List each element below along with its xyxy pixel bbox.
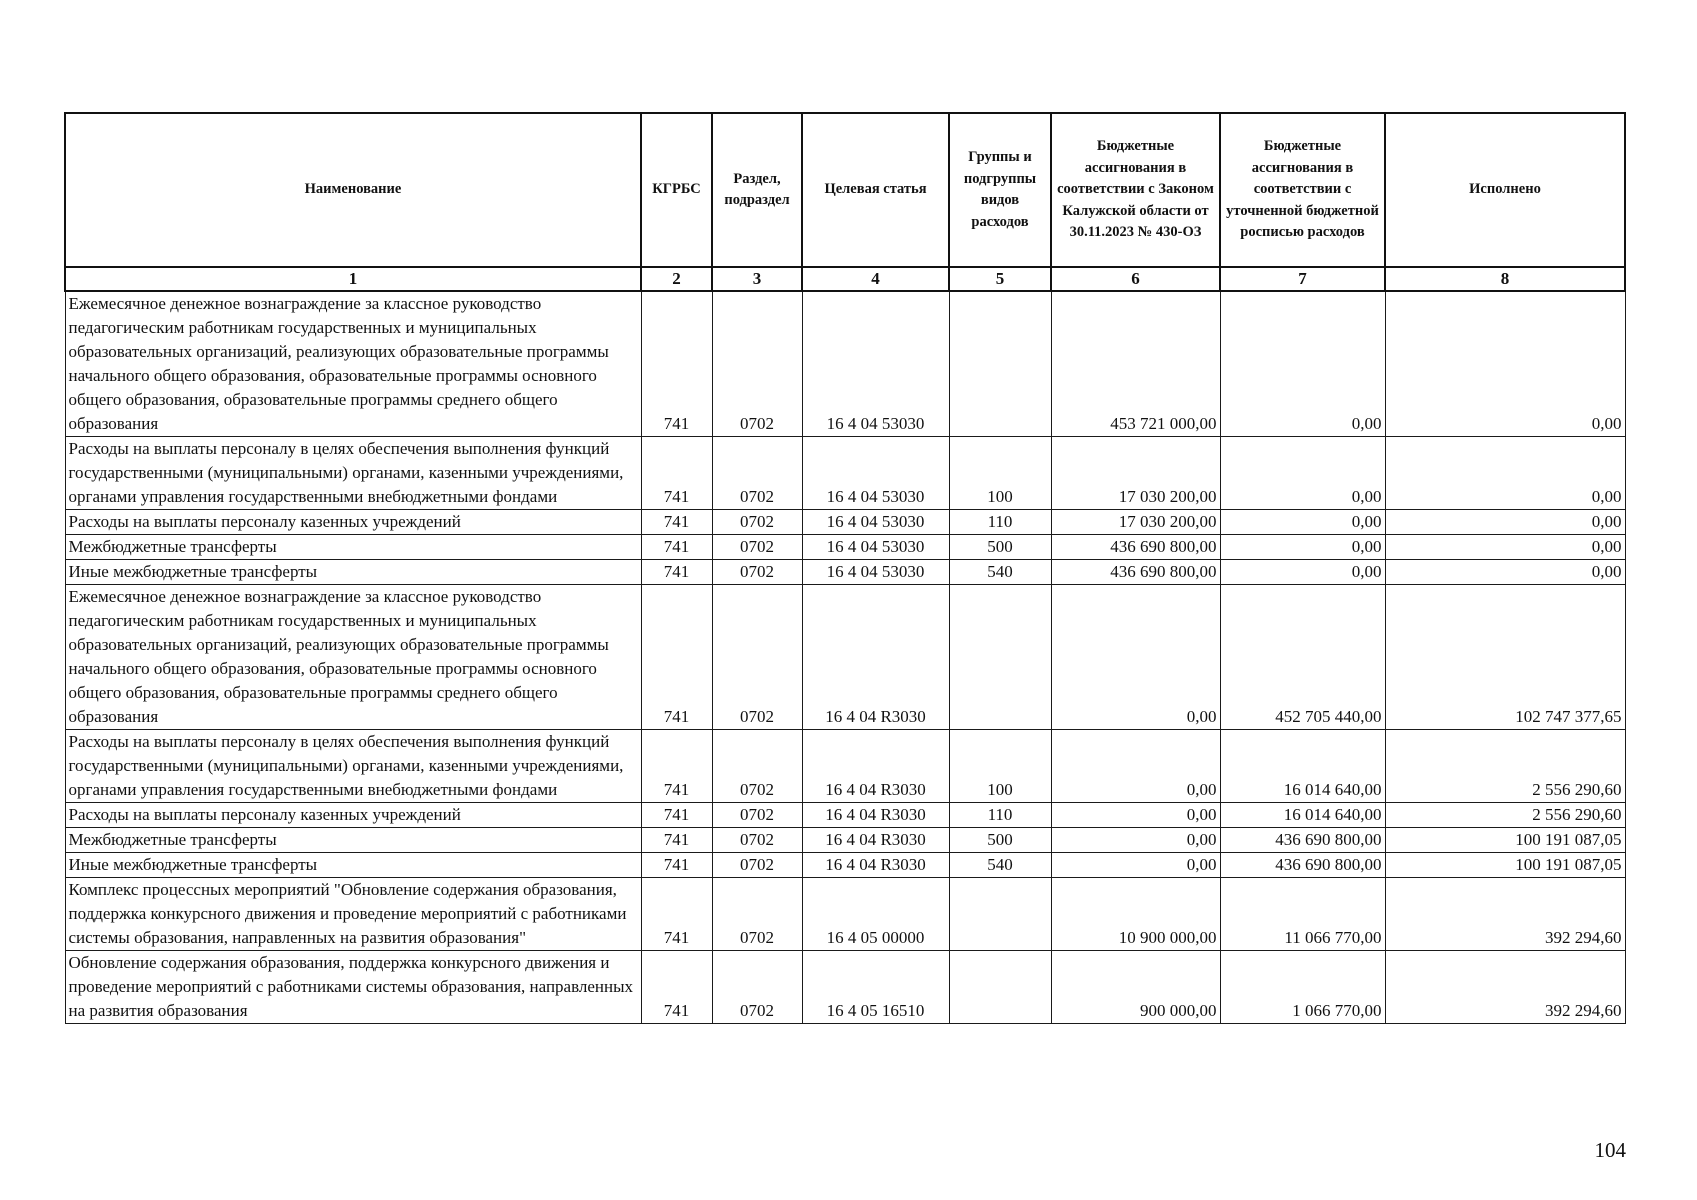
- row-target-article: 16 4 04 53030: [802, 510, 949, 535]
- table-row: [65, 560, 1625, 585]
- table-row: [65, 291, 1625, 437]
- row-law-amount: 900 000,00: [1051, 951, 1220, 1024]
- table-body: [65, 291, 1625, 1024]
- row-expense-group: [949, 585, 1051, 730]
- row-target-article: 16 4 04 R3030: [802, 828, 949, 853]
- row-section: 0702: [712, 803, 802, 828]
- row-expense-group: [949, 951, 1051, 1024]
- page-number: 104: [1594, 1138, 1626, 1162]
- row-refined-amount: 0,00: [1220, 535, 1385, 560]
- row-expense-group: 540: [949, 853, 1051, 878]
- row-kgrbs: 741: [641, 535, 712, 560]
- row-expense-group: 500: [949, 828, 1051, 853]
- table-row: [65, 730, 1625, 803]
- row-section: 0702: [712, 437, 802, 510]
- row-law-amount: 436 690 800,00: [1051, 535, 1220, 560]
- row-target-article: 16 4 04 53030: [802, 560, 949, 585]
- row-target-article: 16 4 04 53030: [802, 535, 949, 560]
- row-refined-amount: 16 014 640,00: [1220, 803, 1385, 828]
- column-number-row: [65, 267, 1625, 291]
- row-kgrbs: 741: [641, 803, 712, 828]
- row-refined-amount: 11 066 770,00: [1220, 878, 1385, 951]
- row-name: Иные межбюджетные трансферты: [65, 560, 641, 585]
- row-refined-amount: 1 066 770,00: [1220, 951, 1385, 1024]
- row-target-article: 16 4 04 R3030: [802, 853, 949, 878]
- row-executed-amount: 0,00: [1385, 535, 1625, 560]
- row-expense-group: 540: [949, 560, 1051, 585]
- row-kgrbs: 741: [641, 951, 712, 1024]
- row-section: 0702: [712, 560, 802, 585]
- row-expense-group: 100: [949, 437, 1051, 510]
- row-refined-amount: 436 690 800,00: [1220, 853, 1385, 878]
- row-law-amount: 17 030 200,00: [1051, 510, 1220, 535]
- row-law-amount: 0,00: [1051, 585, 1220, 730]
- row-name: Межбюджетные трансферты: [65, 828, 641, 853]
- row-executed-amount: 0,00: [1385, 437, 1625, 510]
- row-section: 0702: [712, 730, 802, 803]
- header-expense-group: Группы и подгруппы видов расходов: [949, 113, 1051, 267]
- row-refined-amount: 0,00: [1220, 560, 1385, 585]
- table-row: [65, 951, 1625, 1024]
- column-number: 3: [712, 267, 802, 291]
- table-row: [65, 878, 1625, 951]
- table-row: [65, 585, 1625, 730]
- column-number: 8: [1385, 267, 1625, 291]
- row-refined-amount: 0,00: [1220, 291, 1385, 437]
- row-refined-amount: 436 690 800,00: [1220, 828, 1385, 853]
- row-kgrbs: 741: [641, 730, 712, 803]
- column-number: 7: [1220, 267, 1385, 291]
- row-expense-group: 110: [949, 803, 1051, 828]
- row-name: Обновление содержания образования, поддержка конкурсного движения и проведение мероприятий с работниками системы образования, направленных на развития образования: [65, 951, 641, 1024]
- row-kgrbs: 741: [641, 828, 712, 853]
- column-number: 5: [949, 267, 1051, 291]
- row-target-article: 16 4 04 53030: [802, 437, 949, 510]
- table-row: [65, 437, 1625, 510]
- header-target-article: Целевая статья: [802, 113, 949, 267]
- row-section: 0702: [712, 585, 802, 730]
- row-law-amount: 0,00: [1051, 853, 1220, 878]
- row-name: Расходы на выплаты персоналу казенных учреждений: [65, 510, 641, 535]
- row-section: 0702: [712, 878, 802, 951]
- row-executed-amount: 392 294,60: [1385, 878, 1625, 951]
- row-refined-amount: 16 014 640,00: [1220, 730, 1385, 803]
- row-name: Расходы на выплаты персоналу казенных учреждений: [65, 803, 641, 828]
- row-refined-amount: 452 705 440,00: [1220, 585, 1385, 730]
- header-name: Наименование: [65, 113, 641, 267]
- row-name: Расходы на выплаты персоналу в целях обеспечения выполнения функций государственными (муниципальными) органами, казенными учреждениями, органами управления государственными внебюджетными фондами: [65, 730, 641, 803]
- table-header: [65, 113, 1625, 291]
- row-law-amount: 0,00: [1051, 730, 1220, 803]
- column-number: 2: [641, 267, 712, 291]
- row-name: Комплекс процессных мероприятий "Обновление содержания образования, поддержка конкурсного движения и проведение мероприятий с работниками системы образования, направленных на развития образования": [65, 878, 641, 951]
- row-name: Иные межбюджетные трансферты: [65, 853, 641, 878]
- row-expense-group: 100: [949, 730, 1051, 803]
- row-kgrbs: 741: [641, 853, 712, 878]
- row-section: 0702: [712, 828, 802, 853]
- header-law-appropriations: Бюджетные ассигнования в соответствии с Законом Калужской области от 30.11.2023 № 430-ОЗ: [1051, 113, 1220, 267]
- row-section: 0702: [712, 853, 802, 878]
- row-law-amount: 0,00: [1051, 828, 1220, 853]
- row-executed-amount: 392 294,60: [1385, 951, 1625, 1024]
- row-expense-group: 500: [949, 535, 1051, 560]
- row-section: 0702: [712, 510, 802, 535]
- row-kgrbs: 741: [641, 437, 712, 510]
- row-law-amount: 17 030 200,00: [1051, 437, 1220, 510]
- row-name: Ежемесячное денежное вознаграждение за классное руководство педагогическим работникам государственных и муниципальных образовательных организаций, реализующих образовательные программы начального общего образования, образовательные программы основного общего образования, образовательные программы среднего общего образования: [65, 291, 641, 437]
- row-kgrbs: 741: [641, 585, 712, 730]
- header-row: [65, 113, 1625, 267]
- column-number: 1: [65, 267, 641, 291]
- budget-table: [64, 112, 1626, 1024]
- row-expense-group: 110: [949, 510, 1051, 535]
- header-refined-appropriations: Бюджетные ассигнования в соответствии с уточненной бюджетной росписью расходов: [1220, 113, 1385, 267]
- row-expense-group: [949, 878, 1051, 951]
- row-kgrbs: 741: [641, 560, 712, 585]
- header-kgrbs: КГРБС: [641, 113, 712, 267]
- column-number: 6: [1051, 267, 1220, 291]
- row-executed-amount: 0,00: [1385, 560, 1625, 585]
- row-name: Межбюджетные трансферты: [65, 535, 641, 560]
- row-executed-amount: 100 191 087,05: [1385, 853, 1625, 878]
- row-refined-amount: 0,00: [1220, 437, 1385, 510]
- row-section: 0702: [712, 951, 802, 1024]
- row-executed-amount: 0,00: [1385, 291, 1625, 437]
- row-target-article: 16 4 04 R3030: [802, 730, 949, 803]
- row-kgrbs: 741: [641, 510, 712, 535]
- row-law-amount: 436 690 800,00: [1051, 560, 1220, 585]
- row-target-article: 16 4 05 00000: [802, 878, 949, 951]
- row-target-article: 16 4 04 53030: [802, 291, 949, 437]
- row-law-amount: 10 900 000,00: [1051, 878, 1220, 951]
- header-executed: Исполнено: [1385, 113, 1625, 267]
- row-target-article: 16 4 04 R3030: [802, 585, 949, 730]
- row-law-amount: 453 721 000,00: [1051, 291, 1220, 437]
- row-section: 0702: [712, 535, 802, 560]
- row-name: Расходы на выплаты персоналу в целях обеспечения выполнения функций государственными (муниципальными) органами, казенными учреждениями, органами управления государственными внебюджетными фондами: [65, 437, 641, 510]
- table-row: [65, 803, 1625, 828]
- row-executed-amount: 100 191 087,05: [1385, 828, 1625, 853]
- table-row: [65, 510, 1625, 535]
- row-executed-amount: 2 556 290,60: [1385, 730, 1625, 803]
- column-number: 4: [802, 267, 949, 291]
- row-section: 0702: [712, 291, 802, 437]
- row-kgrbs: 741: [641, 291, 712, 437]
- row-executed-amount: 0,00: [1385, 510, 1625, 535]
- header-section: Раздел, подраздел: [712, 113, 802, 267]
- row-kgrbs: 741: [641, 878, 712, 951]
- table-row: [65, 853, 1625, 878]
- row-name: Ежемесячное денежное вознаграждение за классное руководство педагогическим работникам государственных и муниципальных образовательных организаций, реализующих образовательные программы начального общего образования, образовательные программы основного общего образования, образовательные программы среднего общего образования: [65, 585, 641, 730]
- row-refined-amount: 0,00: [1220, 510, 1385, 535]
- table-row: [65, 828, 1625, 853]
- row-executed-amount: 2 556 290,60: [1385, 803, 1625, 828]
- row-executed-amount: 102 747 377,65: [1385, 585, 1625, 730]
- row-target-article: 16 4 04 R3030: [802, 803, 949, 828]
- table-row: [65, 535, 1625, 560]
- row-law-amount: 0,00: [1051, 803, 1220, 828]
- row-target-article: 16 4 05 16510: [802, 951, 949, 1024]
- row-expense-group: [949, 291, 1051, 437]
